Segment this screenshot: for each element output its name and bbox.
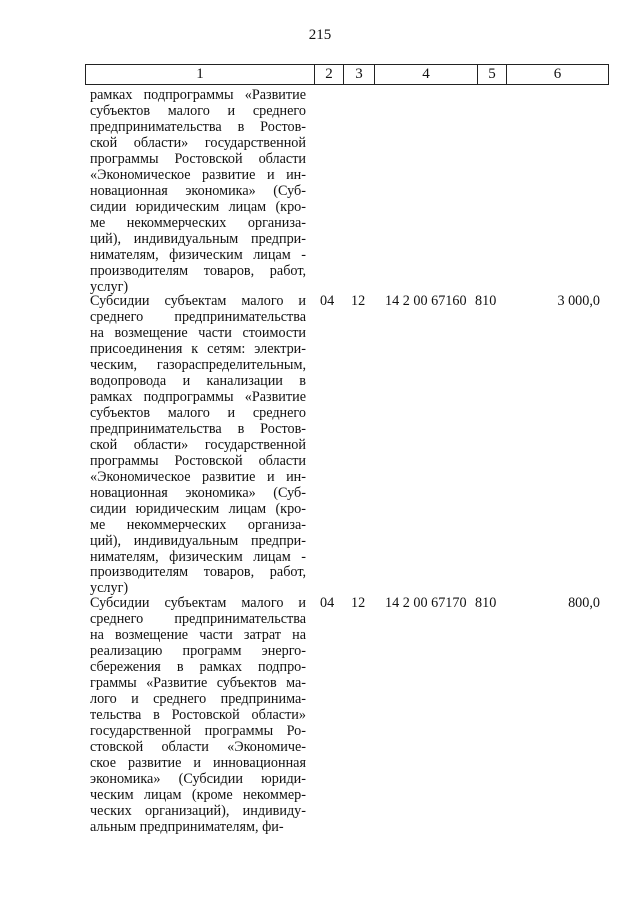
description-line: ческим лицам (кроме некоммер-: [90, 786, 306, 803]
description-line: на возмещение части стоимости: [90, 324, 306, 341]
description-line: ской области» государственной: [90, 436, 306, 453]
column-header-3: 3: [344, 65, 375, 85]
description-line: ское развитие и инновационная: [90, 754, 306, 771]
description-line: среднего предпринимательства: [90, 308, 306, 325]
amount-value: 3 000,0: [557, 293, 600, 309]
description-line: нимателям, физическим лицам -: [90, 246, 306, 263]
description-line: ческим, газораспределительным,: [90, 356, 306, 373]
description-line: на возмещение части затрат на: [90, 626, 306, 643]
description-line: среднего предпринимательства: [90, 610, 306, 627]
column-header-1: 1: [86, 65, 315, 85]
description-line: предпринимательства в Ростов-: [90, 420, 306, 437]
description-line: водопровода и канализации в: [90, 372, 306, 389]
column-header-row: [86, 65, 609, 85]
description-line: производителям товаров, работ,: [90, 262, 306, 279]
expense-type-code: 810: [475, 293, 497, 309]
subsection-code: 12: [351, 293, 366, 309]
description-line: государственной программы Ро-: [90, 722, 306, 739]
target-article-code: 14 2 00 67160: [385, 293, 467, 309]
description-line: присоединения к сетям: электри-: [90, 340, 306, 357]
expense-type-code: 810: [475, 595, 497, 611]
description-line: лого и среднего предпринима-: [90, 690, 306, 707]
description-line: реализацию программ энерго-: [90, 642, 306, 659]
column-header-6: 6: [507, 65, 609, 85]
description-line: производителям товаров, работ,: [90, 564, 306, 581]
description-line: сбережения в рамках подпро-: [90, 658, 306, 675]
column-header-4: 4: [375, 65, 478, 85]
column-header-table: [85, 64, 609, 85]
description-line: новационная экономика» (Суб-: [90, 484, 306, 501]
row-description: [90, 294, 306, 597]
description-line: программы Ростовской области: [90, 452, 306, 469]
description-line: ций), индивидуальным предпри-: [90, 532, 306, 549]
description-line: «Экономическое развитие и ин-: [90, 166, 306, 183]
description-line: сидии юридическим лицам (кро-: [90, 198, 306, 215]
description-line: субъектов малого и среднего: [90, 404, 306, 421]
description-line: тельства в Ростовской области»: [90, 706, 306, 723]
description-line: ме некоммерческих организа-: [90, 516, 306, 533]
description-line: Субсидии субъектам малого и: [90, 595, 306, 611]
column-header-2: 2: [315, 65, 344, 85]
section-code: 04: [320, 595, 335, 611]
subsection-code: 12: [351, 595, 366, 611]
description-line: новационная экономика» (Суб-: [90, 182, 306, 199]
description-line: стовской области «Экономиче-: [90, 738, 306, 755]
description-line: экономика» (Субсидии юриди-: [90, 770, 306, 787]
row-description: [90, 596, 306, 836]
description-line: «Экономическое развитие и ин-: [90, 468, 306, 485]
description-line: альным предпринимателям, фи-: [90, 818, 284, 835]
description-line: программы Ростовской области: [90, 150, 306, 167]
description-line: услуг): [90, 278, 129, 295]
description-line: услуг): [90, 580, 129, 597]
description-line: ций), индивидуальным предпри-: [90, 230, 306, 247]
amount-value: 800,0: [568, 595, 600, 611]
description-line: субъектов малого и среднего: [90, 102, 306, 119]
description-line: Субсидии субъектам малого и: [90, 293, 306, 309]
description-line: граммы «Развитие субъектов ма-: [90, 674, 306, 691]
page-number: 215: [308, 27, 332, 43]
target-article-code: 14 2 00 67170: [385, 595, 467, 611]
description-line: нимателям, физическим лицам -: [90, 548, 306, 565]
description-line: ческих организаций), индивиду-: [90, 802, 306, 819]
description-line: ме некоммерческих организа-: [90, 214, 306, 231]
section-code: 04: [320, 293, 335, 309]
description-line: предпринимательства в Ростов-: [90, 118, 306, 135]
description-line: рамках подпрограммы «Развитие: [90, 87, 306, 103]
description-line: ской области» государственной: [90, 134, 306, 151]
description-line: сидии юридическим лицам (кро-: [90, 500, 306, 517]
row-description: [90, 88, 306, 296]
description-line: рамках подпрограммы «Развитие: [90, 388, 306, 405]
column-header-5: 5: [478, 65, 507, 85]
